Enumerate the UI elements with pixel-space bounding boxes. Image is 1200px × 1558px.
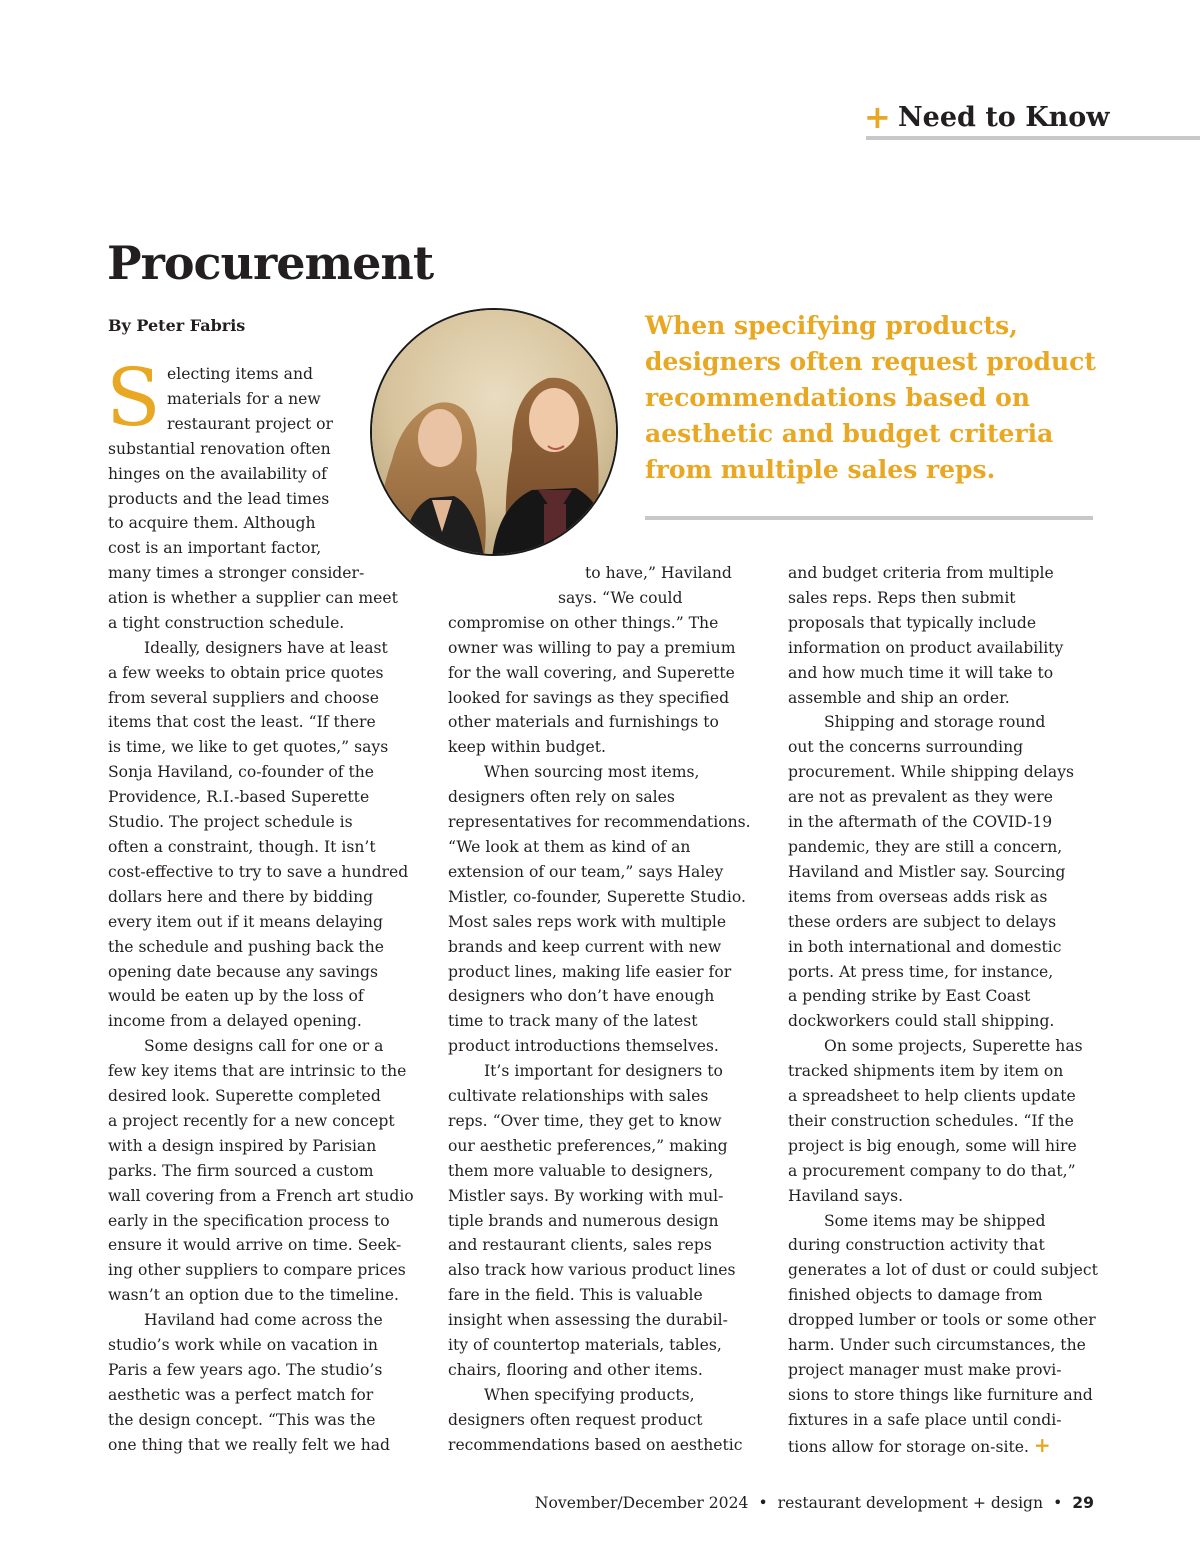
text-line: out the concerns surrounding <box>788 738 1024 757</box>
text-line: ensure it would arrive on time. Seek- <box>108 1236 402 1255</box>
text-line: from several suppliers and choose <box>108 688 380 707</box>
text-line: project is big enough, some will hire <box>788 1136 1077 1155</box>
text-line: time to track many of the latest <box>448 1012 698 1031</box>
text-line: product introductions themselves. <box>448 1037 719 1056</box>
text-line: during construction activity that <box>788 1236 1045 1255</box>
text-line: hinges on the availability of <box>108 464 327 483</box>
text-line: every item out if it means delaying <box>108 912 383 931</box>
text-line: ports. At press time, for instance, <box>788 962 1054 981</box>
text-line: sions to store things like furniture and <box>788 1385 1093 1404</box>
text-line: ity of countertop materials, tables, <box>448 1336 722 1355</box>
text-line: to have,” Haviland <box>585 564 732 582</box>
text-line: wasn’t an option due to the timeline. <box>108 1286 399 1305</box>
text-line: many times a stronger consider- <box>108 564 365 582</box>
text-line: other materials and furnishings to <box>448 713 719 732</box>
drop-cap: S <box>106 351 161 444</box>
page-footer <box>440 1492 1094 1514</box>
text-line: and how much time it will take to <box>788 663 1054 682</box>
text-line: studio’s work while on vacation in <box>108 1336 378 1355</box>
text-line: their construction schedules. “If the <box>788 1111 1074 1130</box>
text-line: tracked shipments item by item on <box>788 1062 1064 1081</box>
publication-name: restaurant development + design <box>777 1494 1044 1512</box>
text-line: a tight construction schedule. <box>108 613 345 632</box>
text-line: them more valuable to designers, <box>448 1161 714 1180</box>
text-line: substantial renovation often <box>108 439 331 458</box>
text-line: our aesthetic preferences,” making <box>448 1136 728 1155</box>
text-line: Mistler, co-founder, Superette Studio. <box>448 887 746 906</box>
text-line: a spreadsheet to help clients update <box>788 1087 1076 1106</box>
text-line: project manager must make provi- <box>788 1361 1062 1379</box>
text-line: says. “We could <box>558 588 683 607</box>
text-line: restaurant project or <box>167 414 333 433</box>
text-line: also track how various product lines <box>448 1261 736 1280</box>
text-line: fare in the field. This is valuable <box>448 1286 703 1305</box>
text-line: wall covering from a French art studio <box>108 1186 414 1205</box>
text-line: income from a delayed opening. <box>108 1012 362 1031</box>
text-line: proposals that typically include <box>788 613 1037 632</box>
text-line: “We look at them as kind of an <box>448 837 691 856</box>
text-line: reps. “Over time, they get to know <box>448 1111 722 1130</box>
text-line: dollars here and there by bidding <box>108 887 374 906</box>
text-line: extension of our team,” says Haley <box>448 862 724 881</box>
bullet-separator: • <box>758 1494 768 1512</box>
column-2 <box>448 561 768 1458</box>
bullet-separator: • <box>1053 1494 1063 1512</box>
text-line: keep within budget. <box>448 738 606 757</box>
text-line: owner was willing to pay a premium <box>448 638 736 657</box>
text-line: few key items that are intrinsic to the <box>108 1062 407 1081</box>
text-line: representatives for recommendations. <box>448 813 751 832</box>
pull-quote: When specifying products, designers often request product recommendations based on aesthetic and budget criteria from multiple sales reps. <box>645 311 1096 484</box>
article-title: Procurement <box>107 236 434 290</box>
text-line: On some projects, Superette has <box>824 1037 1083 1056</box>
section-label: Need to Know <box>898 102 1110 133</box>
text-line: cost is an important factor, <box>108 539 322 558</box>
text-line: finished objects to damage from <box>788 1286 1043 1305</box>
text-line: designers often request product <box>448 1410 703 1429</box>
text-line: ing other suppliers to compare prices <box>108 1261 406 1280</box>
text-line: a procurement company to do that,” <box>788 1161 1076 1180</box>
section-rule <box>866 136 1200 140</box>
text-line: dropped lumber or tools or some other <box>788 1311 1096 1330</box>
text-line: for the wall covering, and Superette <box>448 663 735 682</box>
text-line: designers who don’t have enough <box>448 987 715 1006</box>
text-line: Sonja Haviland, co-founder of the <box>108 763 375 782</box>
text-line: insight when assessing the durabil- <box>448 1311 728 1330</box>
text-line: When sourcing most items, <box>484 763 700 782</box>
text-line: Mistler says. By working with mul- <box>448 1186 724 1205</box>
byline: By Peter Fabris <box>108 316 246 335</box>
text-line: looked for savings as they specified <box>448 688 730 707</box>
page-number: 29 <box>1072 1494 1094 1512</box>
text-line: items from overseas adds risk as <box>788 887 1048 906</box>
text-line: dockworkers could stall shipping. <box>788 1012 1055 1031</box>
text-line: recommendations based on aesthetic <box>448 1435 743 1454</box>
text-line: Haviland and Mistler say. Sourcing <box>788 862 1066 881</box>
text-line: Paris a few years ago. The studio’s <box>108 1361 383 1379</box>
text-line: Haviland had come across the <box>144 1311 383 1330</box>
text-line: to acquire them. Although <box>108 514 316 533</box>
text-line: designers often rely on sales <box>448 788 675 807</box>
text-line: are not as prevalent as they were <box>788 788 1053 807</box>
text-line: these orders are subject to delays <box>788 912 1057 931</box>
text-line: early in the specification process to <box>108 1211 390 1230</box>
text-line: electing items and <box>167 365 313 383</box>
text-line: ation is whether a supplier can meet <box>108 588 398 607</box>
text-line: Most sales reps work with multiple <box>448 912 727 931</box>
text-line: When specifying products, <box>484 1385 695 1404</box>
text-line: would be eaten up by the loss of <box>108 987 364 1006</box>
column-1 <box>108 561 428 1458</box>
end-mark-icon: + <box>1033 1432 1051 1457</box>
last-text-line <box>788 1433 1108 1460</box>
plus-icon: + <box>864 98 891 136</box>
text-line: product lines, making life easier for <box>448 962 732 981</box>
text-line: tiple brands and numerous design <box>448 1211 719 1230</box>
text-line: aesthetic was a perfect match for <box>108 1385 374 1404</box>
text-line: generates a lot of dust or could subject <box>788 1261 1098 1280</box>
text-line: Ideally, designers have at least <box>144 638 388 657</box>
text-line: harm. Under such circumstances, the <box>788 1336 1086 1355</box>
text-line: opening date because any savings <box>108 962 379 981</box>
text-line: in both international and domestic <box>788 937 1062 956</box>
text-line: tions allow for storage on-site. <box>788 1437 1029 1456</box>
text-line: It’s important for designers to <box>484 1062 723 1081</box>
text-line: Providence, R.I.-based Superette <box>108 788 370 807</box>
text-line: the design concept. “This was the <box>108 1410 376 1429</box>
text-line: Some designs call for one or a <box>144 1037 384 1056</box>
text-line: fixtures in a safe place until condi- <box>788 1410 1062 1429</box>
text-line: information on product availability <box>788 638 1064 657</box>
text-line: Haviland says. <box>788 1186 904 1205</box>
text-line: a pending strike by East Coast <box>788 987 1031 1006</box>
text-line: in the aftermath of the COVID-19 <box>788 813 1053 832</box>
text-line: products and the lead times <box>108 489 330 508</box>
text-line: often a constraint, though. It isn’t <box>108 837 376 856</box>
text-line: a project recently for a new concept <box>108 1111 395 1130</box>
text-line: procurement. While shipping delays <box>788 763 1075 782</box>
column-1-top <box>108 362 418 561</box>
text-line: compromise on other things.” The <box>448 613 719 632</box>
text-line: and budget criteria from multiple <box>788 564 1054 582</box>
text-line: the schedule and pushing back the <box>108 937 384 956</box>
column-3 <box>788 561 1108 1460</box>
text-line: a few weeks to obtain price quotes <box>108 663 384 682</box>
text-line: brands and keep current with new <box>448 937 722 956</box>
text-line: Some items may be shipped <box>824 1211 1046 1230</box>
text-line: Studio. The project schedule is <box>108 813 353 832</box>
text-line: is time, we like to get quotes,” says <box>108 738 389 757</box>
text-line: Shipping and storage round <box>824 713 1046 732</box>
text-line: assemble and ship an order. <box>788 688 1010 707</box>
text-line: chairs, flooring and other items. <box>448 1361 703 1379</box>
text-line: one thing that we really felt we had <box>108 1435 391 1454</box>
text-line: parks. The firm sourced a custom <box>108 1161 374 1180</box>
text-line: sales reps. Reps then submit <box>788 588 1016 607</box>
text-line: items that cost the least. “If there <box>108 713 376 732</box>
text-line: with a design inspired by Parisian <box>108 1136 377 1155</box>
text-line: desired look. Superette completed <box>108 1087 381 1106</box>
pull-quote-rule <box>645 516 1093 520</box>
text-line: and restaurant clients, sales reps <box>448 1236 712 1255</box>
text-line: cost-effective to try to save a hundred <box>108 862 409 881</box>
issue-date: November/December 2024 <box>534 1494 749 1512</box>
text-line: pandemic, they are still a concern, <box>788 837 1063 856</box>
section-tag <box>864 100 1200 142</box>
text-line: cultivate relationships with sales <box>448 1087 709 1106</box>
text-line: materials for a new <box>167 389 321 408</box>
